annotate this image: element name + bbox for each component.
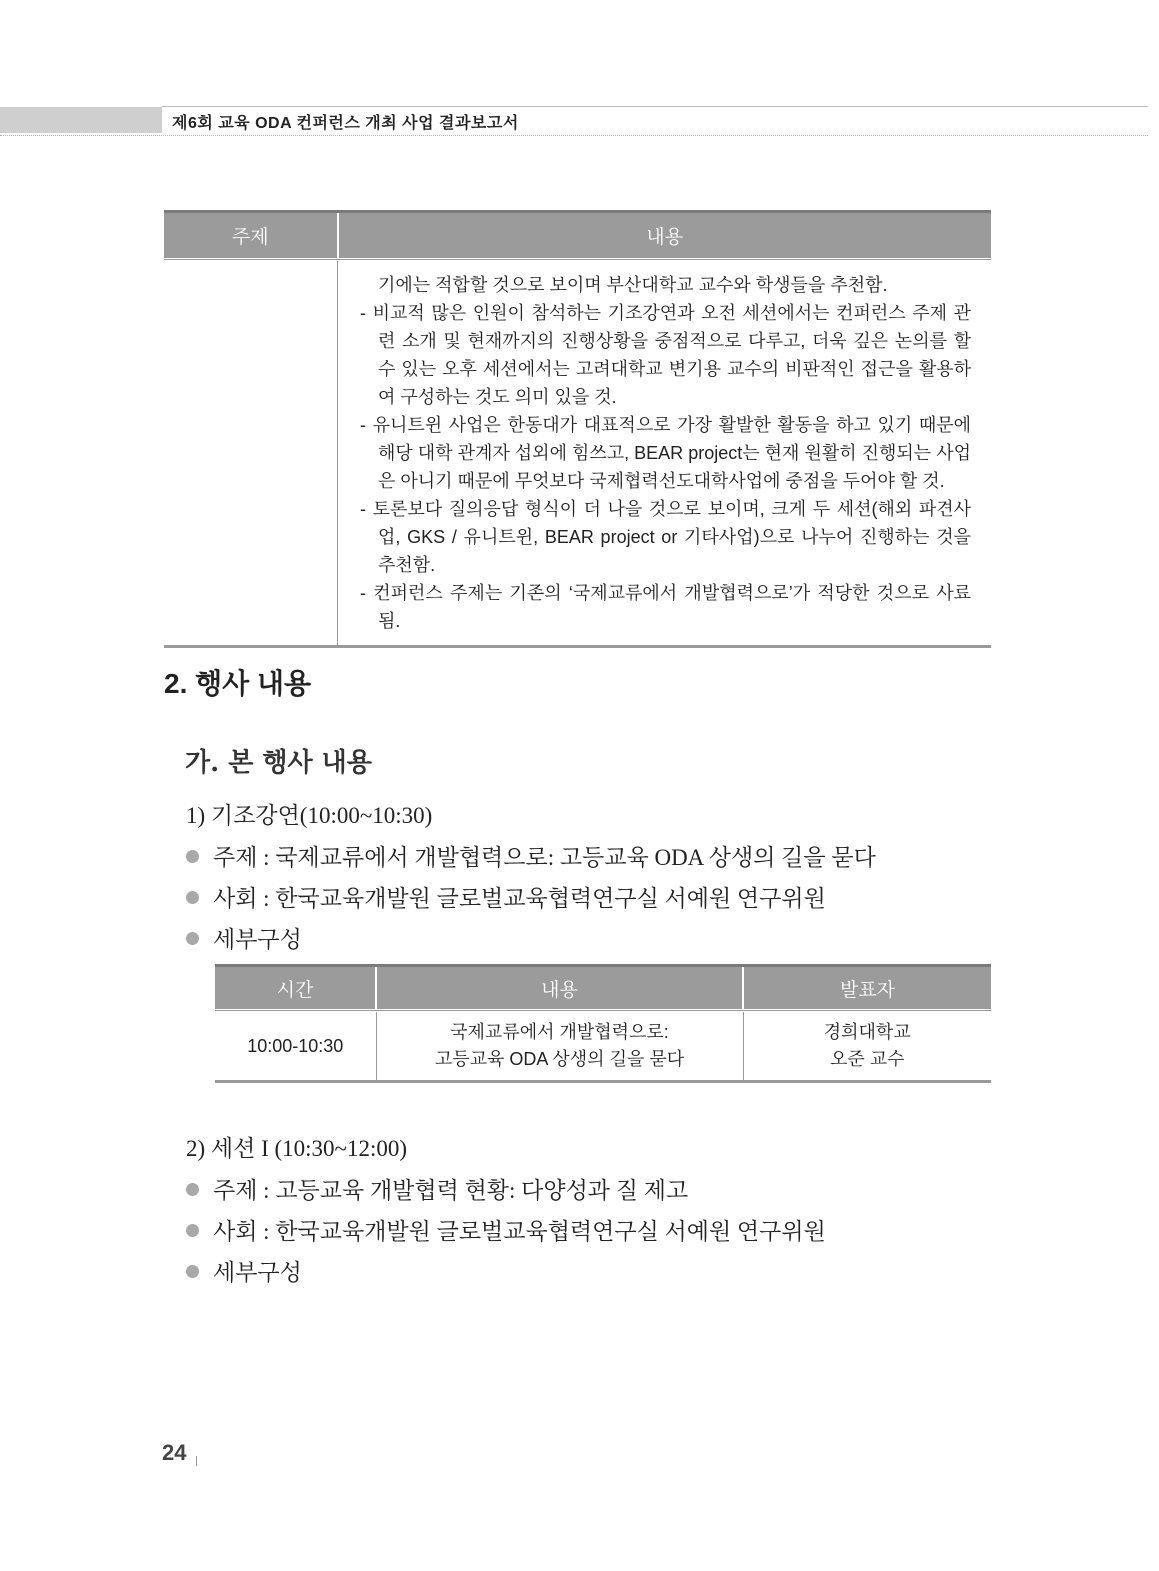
presenter-line: 경희대학교 (823, 1022, 911, 1042)
time-cell: 10:00-10:30 (247, 1035, 344, 1056)
column-header-content: 내용 (376, 966, 743, 1011)
bullet-text: 세부구성 (213, 1260, 302, 1285)
page-number-divider (196, 1456, 197, 1466)
bullet-icon (186, 1224, 199, 1237)
advisory-table (164, 210, 991, 648)
list-item (186, 880, 826, 913)
content-item: - 비교적 많은 인원이 참석하는 기조강연과 오전 세션에서는 컨퍼런스 주제 관련 소개 및 현재까지의 진행상황을 중점적으로 다루고, 더욱 깊은 논의를 할 수 있는 오후 세션에서는 고려대학교 변기용 교수의 비판적인 접근을 활용하여 구성하는 것도 의미 있을 것. (360, 303, 971, 407)
bullet-text: 사회 : 한국교육개발원 글로벌교육협력연구실 서예원 연구위원 (213, 1219, 826, 1244)
list-item (186, 1172, 688, 1205)
bullet-text: 세부구성 (213, 927, 302, 952)
bullet-icon (186, 891, 199, 904)
bullet-icon (186, 932, 199, 945)
presenter-cell (743, 1011, 991, 1082)
keynote-schedule-table (215, 964, 991, 1083)
content-item: - 유니트윈 사업은 한동대가 대표적으로 가장 활발한 활동을 하고 있기 때문에 해당 대학 관계자 섭외에 힘쓰고, BEAR project는 현재 원활히 진행되는 사업은 아니기 때문에 무엇보다 국제협력선도대학사업에 중점을 두어야 할 것. (360, 415, 971, 491)
header-band (0, 107, 162, 133)
column-header-presenter: 발표자 (743, 966, 991, 1011)
header-rule (162, 106, 1148, 107)
header-dotted-rule (0, 135, 1148, 136)
content-cell (376, 1011, 743, 1082)
column-header-time: 시간 (215, 966, 376, 1011)
content-item: - 컨퍼런스 주제는 기존의 ‘국제교류에서 개발협력으로’가 적당한 것으로 사료됨. (360, 583, 971, 631)
content-line: 국제교류에서 개발협력으로: (450, 1022, 669, 1042)
bullet-icon (186, 850, 199, 863)
running-header-title: 제6회 교육 ODA 컨퍼런스 개최 사업 결과보고서 (172, 115, 519, 132)
list-item (186, 921, 302, 954)
content-line: 고등교육 ODA 상생의 길을 묻다 (434, 1049, 685, 1069)
topic-cell (164, 260, 338, 647)
list-item (186, 1213, 826, 1246)
column-header-content: 내용 (338, 212, 992, 260)
list-item (186, 839, 876, 872)
list-item (186, 1254, 302, 1287)
presenter-line: 오준 교수 (829, 1049, 905, 1069)
table-row (164, 260, 991, 647)
part2-heading: 2) 세션 I (10:30~12:00) (186, 1136, 408, 1161)
subsection-title: 가. 본 행사 내용 (185, 748, 372, 778)
page-number: 24 (162, 1440, 187, 1465)
bullet-text: 사회 : 한국교육개발원 글로벌교육협력연구실 서예원 연구위원 (213, 886, 826, 911)
bullet-icon (186, 1265, 199, 1278)
table-row (215, 1011, 991, 1082)
bullet-text: 주제 : 고등교육 개발협력 현황: 다양성과 질 제고 (213, 1178, 689, 1203)
content-item: - 토론보다 질의응답 형식이 더 나을 것으로 보이며, 크게 두 세션(해외 파견사업, GKS / 유니트윈, BEAR project or 기타사업)으로 나누어 진행하는 것을 추천함. (360, 499, 971, 575)
content-cell (338, 260, 992, 647)
content-continuation: 기에는 적합할 것으로 보이며 부산대학교 교수와 학생들을 추천함. (378, 275, 888, 295)
bullet-text: 주제 : 국제교류에서 개발협력으로: 고등교육 ODA 상생의 길을 묻다 (213, 845, 876, 870)
bullet-icon (186, 1183, 199, 1196)
section-title: 2. 행사 내용 (164, 668, 312, 699)
column-header-topic: 주제 (164, 212, 338, 260)
part1-heading: 1) 기조강연(10:00~10:30) (186, 803, 433, 828)
